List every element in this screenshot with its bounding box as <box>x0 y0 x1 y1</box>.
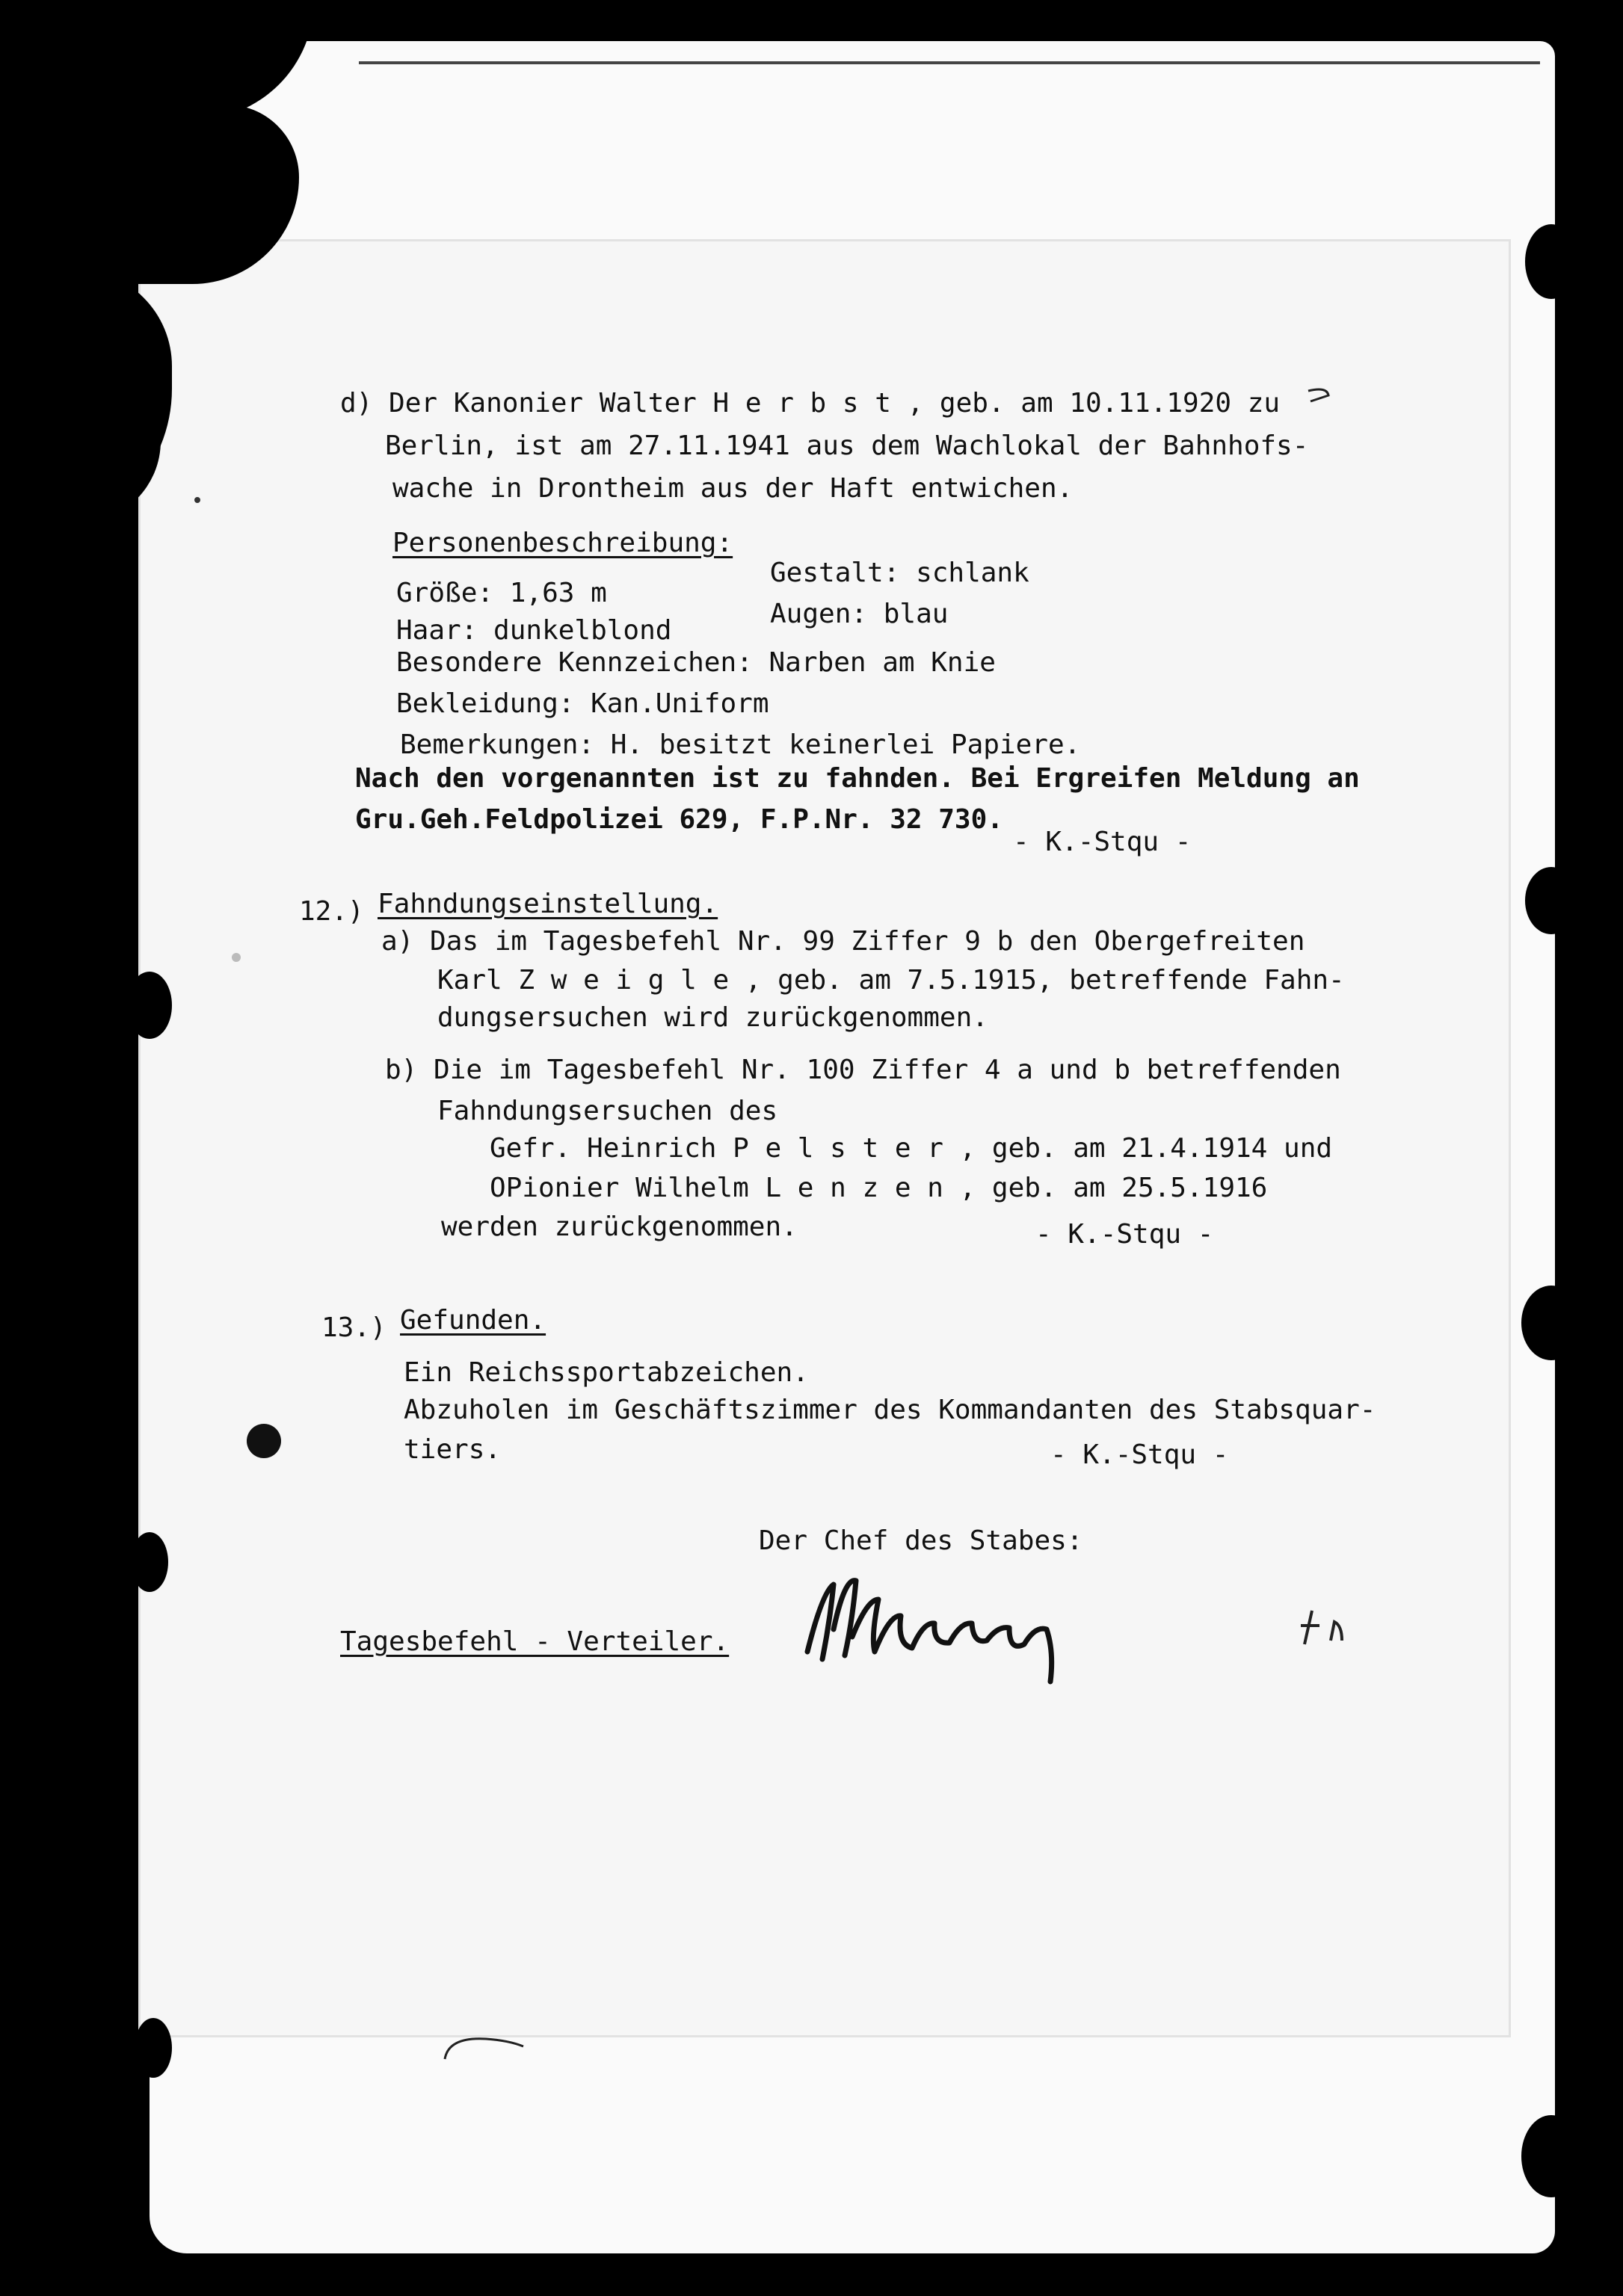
12b-line-5: werden zurückgenommen. <box>441 1212 798 1242</box>
marks-field: Besondere Kennzeichen: Narben am Knie <box>396 647 996 678</box>
section-12-number: 12.) <box>299 896 364 927</box>
12b-line-3: Gefr. Heinrich P e l s t e r , geb. am 21.4.1914 und <box>490 1133 1333 1164</box>
12b-line-1: b) Die im Tagesbefehl Nr. 100 Ziffer 4 a und b betreffenden <box>385 1055 1341 1085</box>
handwritten-signature <box>800 1570 1099 1697</box>
d-line-3: wache in Drontheim aus der Haft entwichen. <box>392 473 1074 504</box>
d-line-2: Berlin, ist am 27.11.1941 aus dem Wachlokal der Bahnhofs- <box>385 430 1309 461</box>
13-line-1: Ein Reichssportabzeichen. <box>404 1357 809 1388</box>
12a-line-3: dungsersuchen wird zurückgenommen. <box>437 1002 988 1033</box>
section-12-heading: Fahndungseinstellung. <box>378 889 718 919</box>
d-line-1: d) Der Kanonier Walter H e r b s t , geb. am 10.11.1920 zu <box>340 388 1281 419</box>
12b-line-2: Fahndungsersuchen des <box>437 1096 778 1126</box>
size-field: Größe: 1,63 m <box>396 578 607 608</box>
search-line-1: Nach den vorgenannten ist zu fahnden. Bei Ergreifen Meldung an <box>355 763 1360 794</box>
eyes-field: Augen: blau <box>770 599 949 629</box>
search-line-2: Gru.Geh.Feldpolizei 629, F.P.Nr. 32 730. <box>355 804 1003 835</box>
13-line-2: Abzuholen im Geschäftszimmer des Kommandanten des Stabsquar- <box>404 1395 1376 1425</box>
distribution-heading: Tagesbefehl - Verteiler. <box>340 1626 730 1657</box>
12a-line-2: Karl Z w e i g l e , geb. am 7.5.1915, betreffende Fahn- <box>437 965 1345 996</box>
pencil-mark-bottom <box>441 2033 531 2063</box>
13-line-3: tiers. <box>404 1434 502 1465</box>
pencil-mark-right <box>1305 385 1334 407</box>
pencil-mark-margin <box>1297 1607 1357 1652</box>
12b-line-4: OPionier Wilhelm L e n z e n , geb. am 25.5.1916 <box>490 1173 1268 1203</box>
hair-field: Haar: dunkelblond <box>396 615 672 646</box>
section-13-number: 13.) <box>321 1312 386 1343</box>
d-signature: - K.-Stqu - <box>1013 827 1192 857</box>
remarks-field: Bemerkungen: H. besitzt keinerlei Papiere. <box>400 729 1081 760</box>
13-signature: - K.-Stqu - <box>1050 1439 1229 1470</box>
description-heading: Personenbeschreibung: <box>392 528 733 558</box>
build-field: Gestalt: schlank <box>770 558 1029 588</box>
12a-line-1: a) Das im Tagesbefehl Nr. 99 Ziffer 9 b den Obergefreiten <box>381 926 1305 957</box>
12-signature: - K.-Stqu - <box>1035 1219 1214 1250</box>
clothing-field: Bekleidung: Kan.Uniform <box>396 688 769 719</box>
chief-of-staff: Der Chef des Stabes: <box>759 1525 1083 1556</box>
section-13-heading: Gefunden. <box>400 1305 546 1336</box>
